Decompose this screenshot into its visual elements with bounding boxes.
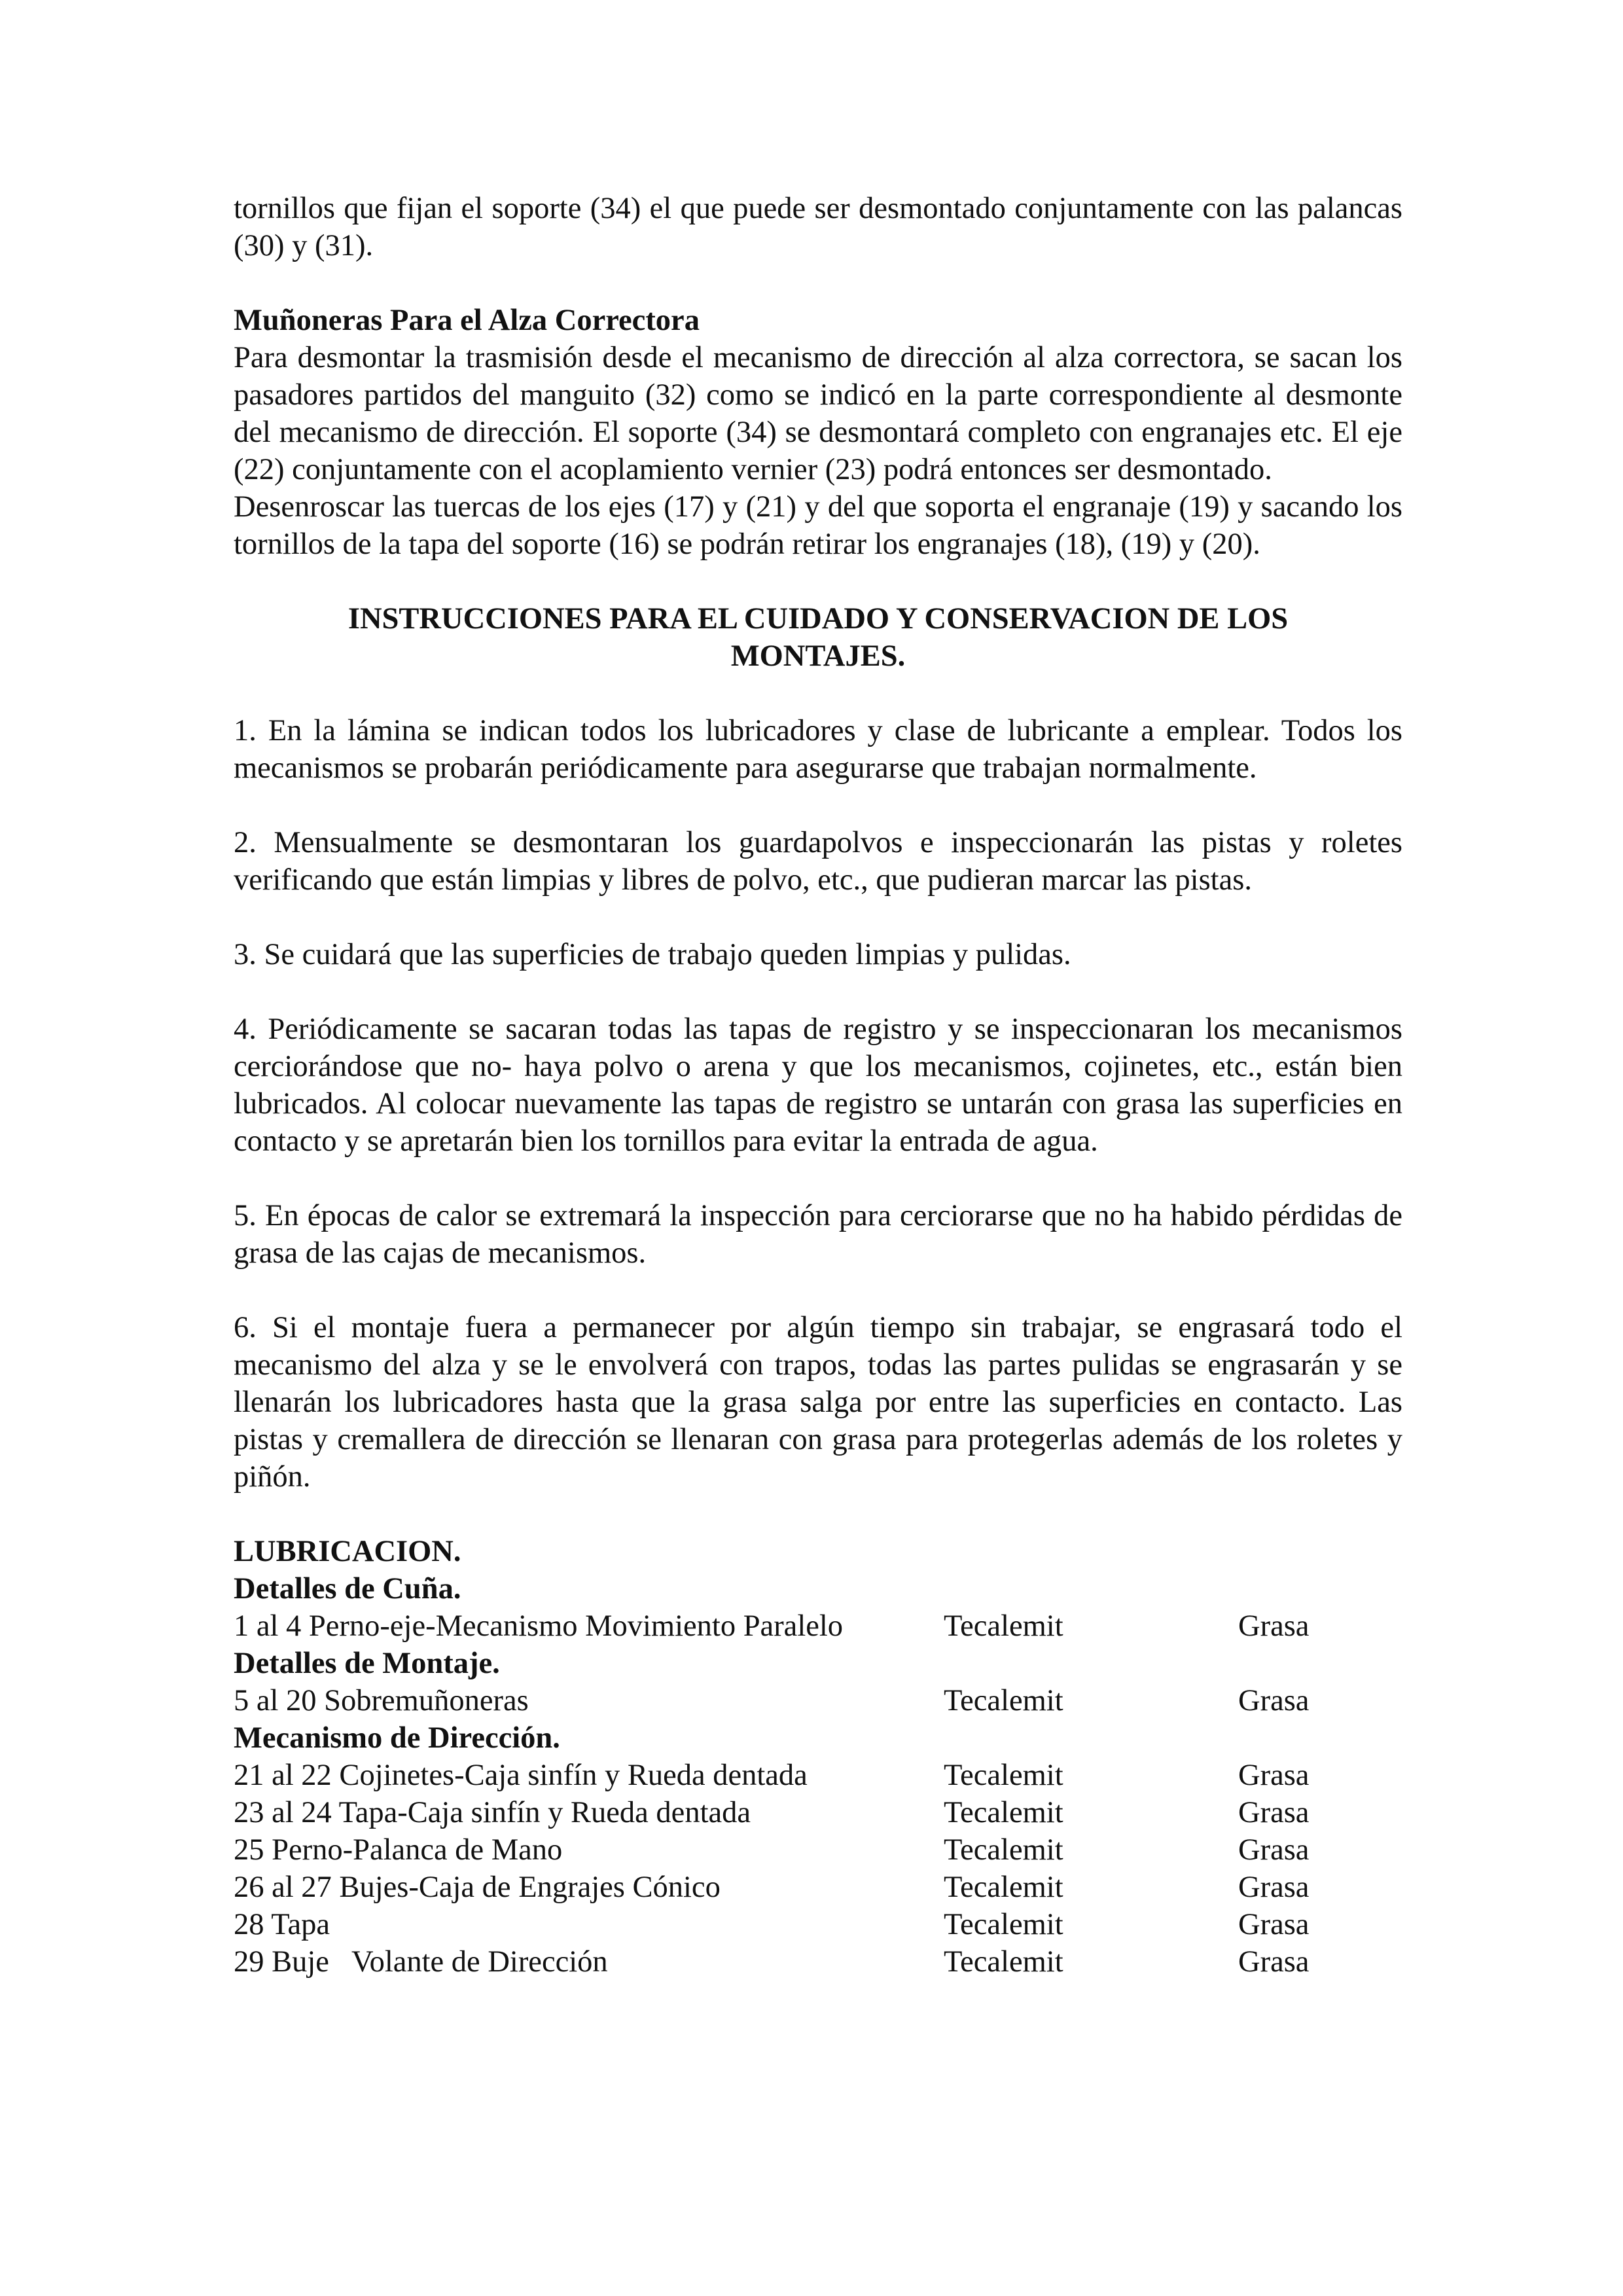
lubrication-lubricant: Grasa: [1238, 1871, 1310, 1904]
lubrication-group-direccion: [234, 1719, 1402, 1981]
instruction-item-5: 5. En épocas de calor se extremará la inspección para cerciorarse que no ha habido pérdidas de grasa de las cajas de mecanismos.: [234, 1199, 1402, 1270]
lubricacion-title: LUBRICACION.: [234, 1535, 461, 1568]
lubrication-group-title: Detalles de Montaje.: [234, 1647, 500, 1680]
lubrication-row: [234, 1607, 1402, 1645]
lubrication-method: Tecalemit: [944, 1796, 1063, 1829]
lubrication-lubricant: Grasa: [1238, 1908, 1310, 1941]
lubrication-group-title: Detalles de Cuña.: [234, 1572, 461, 1605]
spacer: [234, 1160, 1402, 1197]
lubrication-lubricant: Grasa: [1238, 1609, 1310, 1643]
lubrication-method: Tecalemit: [944, 1833, 1063, 1867]
lubrication-lubricant: Grasa: [1238, 1945, 1310, 1979]
lubrication-row: [234, 1831, 1402, 1869]
lubrication-group-montaje: [234, 1645, 1402, 1719]
lubrication-row: [234, 1757, 1402, 1794]
lubrication-row: [234, 1794, 1402, 1831]
munoneras-paragraph-1: Para desmontar la trasmisión desde el mecanismo de dirección al alza correctora, se sacan los pasadores partidos del manguito (32) como se indicó en la parte correspondiente al desmonte del mecanismo de dirección. El soporte (34) se desmontará completo con engranajes etc. El eje (22) conjuntamente con el acoplamiento vernier (23) podrá entonces ser desmontado.: [234, 341, 1402, 486]
instrucciones-heading: INSTRUCCIONES PARA EL CUIDADO Y CONSERVACION DE LOS MONTAJES.: [348, 602, 1289, 673]
instruction-item-4: 4. Periódicamente se sacaran todas las tapas de registro y se inspeccionaran los mecanismos cerciorándose que no- haya polvo o arena y que los mecanismos, cojinetes, etc., están bien lubricados. Al colocar nuevamente las tapas de registro se untarán con grasa las superficies en contacto y se apretarán bien los tornillos para evitar la entrada de agua.: [234, 1013, 1402, 1158]
lubrication-item: 1 al 4 Perno-eje-Mecanismo Movimiento Paralelo: [234, 1609, 844, 1643]
lubrication-row: [234, 1906, 1402, 1943]
lubrication-method: Tecalemit: [944, 1871, 1063, 1904]
instruction-item-1: 1. En la lámina se indican todos los lubricadores y clase de lubricante a emplear. Todos los mecanismos se probarán periódicamente para asegurarse que trabajan normalmente.: [234, 714, 1402, 785]
spacer: [234, 1496, 1402, 1533]
instruction-item-2: 2. Mensualmente se desmontaran los guardapolvos e inspeccionarán las pistas y roletes verificando que están limpias y libres de polvo, etc., que pudieran marcar las pistas.: [234, 826, 1402, 897]
lubrication-lubricant: Grasa: [1238, 1684, 1310, 1717]
lubrication-item: 28 Tapa: [234, 1908, 330, 1941]
lubrication-group-title: Mecanismo de Dirección.: [234, 1721, 560, 1755]
lubrication-method: Tecalemit: [944, 1609, 1063, 1643]
lubrication-lubricant: Grasa: [1238, 1759, 1310, 1792]
munoneras-title: Muñoneras Para el Alza Correctora: [234, 304, 700, 337]
lubrication-row: [234, 1943, 1402, 1981]
document-page: [234, 190, 1402, 1981]
spacer: [234, 675, 1402, 712]
spacer: [234, 563, 1402, 600]
munoneras-paragraph-2: Desenroscar las tuercas de los ejes (17) y (21) y del que soporta el engranaje (19) y sacando los tornillos de la tapa del soporte (16) se podrán retirar los engranajes (18), (19) y (20).: [234, 490, 1402, 561]
spacer: [234, 1272, 1402, 1309]
intro-paragraph: tornillos que fijan el soporte (34) el que puede ser desmontado conjuntamente con las palancas (30) y (31).: [234, 192, 1402, 262]
lubrication-item: 23 al 24 Tapa-Caja sinfín y Rueda dentada: [234, 1796, 751, 1829]
lubrication-lubricant: Grasa: [1238, 1796, 1310, 1829]
lubrication-item: 29 Buje Volante de Dirección: [234, 1945, 608, 1979]
lubrication-item: 25 Perno-Palanca de Mano: [234, 1833, 563, 1867]
lubrication-row: [234, 1869, 1402, 1906]
lubrication-item: 5 al 20 Sobremuñoneras: [234, 1684, 529, 1717]
lubrication-method: Tecalemit: [944, 1759, 1063, 1792]
lubrication-item: 21 al 22 Cojinetes-Caja sinfín y Rueda dentada: [234, 1759, 808, 1792]
lubrication-lubricant: Grasa: [1238, 1833, 1310, 1867]
lubrication-group-cuna: [234, 1570, 1402, 1645]
lubrication-method: Tecalemit: [944, 1945, 1063, 1979]
lubrication-row: [234, 1682, 1402, 1719]
lubrication-method: Tecalemit: [944, 1908, 1063, 1941]
instruction-item-6: 6. Si el montaje fuera a permanecer por algún tiempo sin trabajar, se engrasará todo el mecanismo del alza y se le envolverá con trapos, todas las partes pulidas se engrasarán y se llenarán los lubricadores hasta que la grasa salga por entre las superficies en contacto. Las pistas y cremallera de dirección se llenaran con grasa para protegerlas además de los roletes y piñón.: [234, 1311, 1402, 1494]
lubrication-item: 26 al 27 Bujes-Caja de Engrajes Cónico: [234, 1871, 721, 1904]
lubrication-method: Tecalemit: [944, 1684, 1063, 1717]
spacer: [234, 973, 1402, 1011]
spacer: [234, 787, 1402, 824]
instruction-item-3: 3. Se cuidará que las superficies de trabajo queden limpias y pulidas.: [234, 938, 1071, 971]
spacer: [234, 899, 1402, 936]
spacer: [234, 264, 1402, 302]
